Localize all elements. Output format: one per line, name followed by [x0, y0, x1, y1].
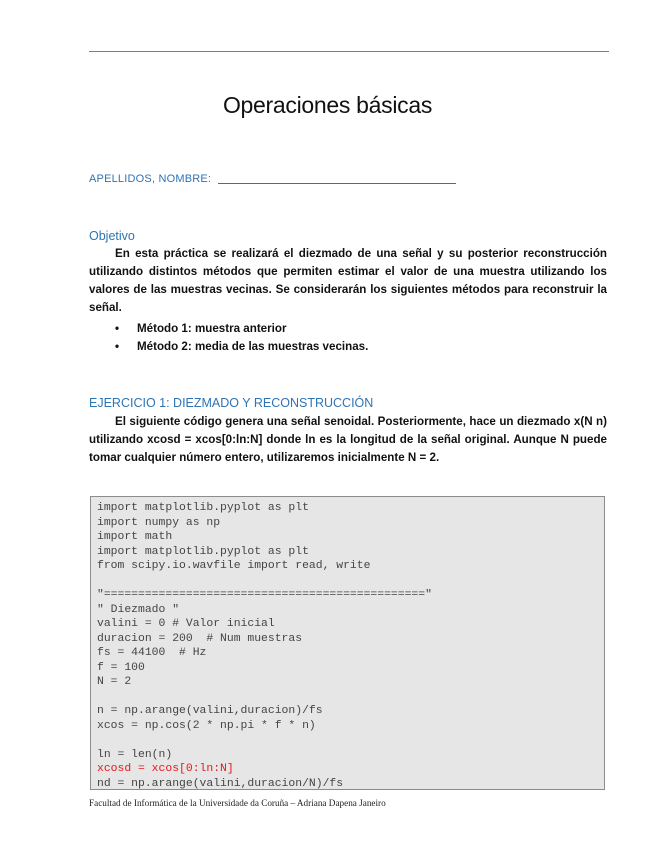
code-line: nd = np.arange(valini,duracion/N)/fs [97, 777, 344, 790]
list-item [113, 338, 368, 356]
code-line: from scipy.io.wavfile import read, write [97, 560, 371, 572]
page-title: Operaciones básicas [222, 92, 433, 118]
method-1-text: Método 1: muestra anterior [137, 322, 287, 335]
name-label: APELLIDOS, NOMBRE: [89, 173, 212, 185]
code-line: import numpy as np [97, 516, 221, 529]
code-line: ln = len(n) [97, 748, 173, 761]
code-line: import matplotlib.pyplot as plt [97, 502, 309, 514]
ejercicio1-paragraph [89, 413, 607, 467]
code-line: valini = 0 # Valor inicial [97, 618, 275, 630]
code-line: "===============================================" [97, 589, 432, 601]
code-line [97, 574, 598, 589]
methods-list [113, 320, 368, 356]
code-line [97, 690, 598, 705]
bullet-icon: • [115, 322, 120, 335]
ejercicio1-paragraph-text: El siguiente código genera una señal senoidal. Posteriormente, hace un diezmado x(N n) utilizando xcosd = xcos[0:ln:N] donde ln es la longitud de la señal original. Aunque N puede tomar cualquier número entero, utilizaremos inicialmente N = 2. [89, 415, 607, 464]
code-line: " Diezmado " [97, 603, 180, 616]
ejercicio1-heading: EJERCICIO 1: DIEZMADO Y RECONSTRUCCIÓN [89, 396, 374, 410]
code-line: xcos = np.cos(2 * np.pi * f * n) [97, 719, 316, 732]
page-footer: Facultad de Informática de la Universidade da Coruña – Adriana Dapena Janeiro [89, 798, 386, 808]
bullet-icon: • [115, 340, 120, 353]
name-blank-line[interactable] [218, 183, 456, 184]
code-line: duracion = 200 # Num muestras [97, 632, 303, 645]
code-line: import matplotlib.pyplot as plt [97, 545, 309, 558]
code-line: f = 100 [97, 661, 145, 674]
code-block [90, 496, 605, 790]
method-2-text: Método 2: media de las muestras vecinas. [137, 340, 369, 353]
objetivo-paragraph-text: En esta práctica se realizará el diezmado de una señal y su posterior reconstrucción utilizando distintos métodos que permiten estimar el valor de una muestra utilizando los valores de las muestras vecinas. Se considerarán los siguientes métodos para reconstruir la señal. [89, 247, 607, 314]
list-item [113, 320, 368, 338]
code-line: import math [97, 531, 173, 543]
code-line: N = 2 [97, 676, 132, 688]
code-line-highlighted: xcosd = xcos[0:ln:N] [97, 763, 234, 775]
code-line [97, 733, 598, 748]
code-line: fs = 44100 # Hz [97, 647, 207, 659]
header-rule [89, 51, 609, 52]
name-field [89, 173, 456, 185]
objetivo-paragraph [89, 245, 607, 317]
objetivo-heading: Objetivo [89, 229, 135, 243]
code-line: n = np.arange(valini,duracion)/fs [97, 705, 323, 717]
